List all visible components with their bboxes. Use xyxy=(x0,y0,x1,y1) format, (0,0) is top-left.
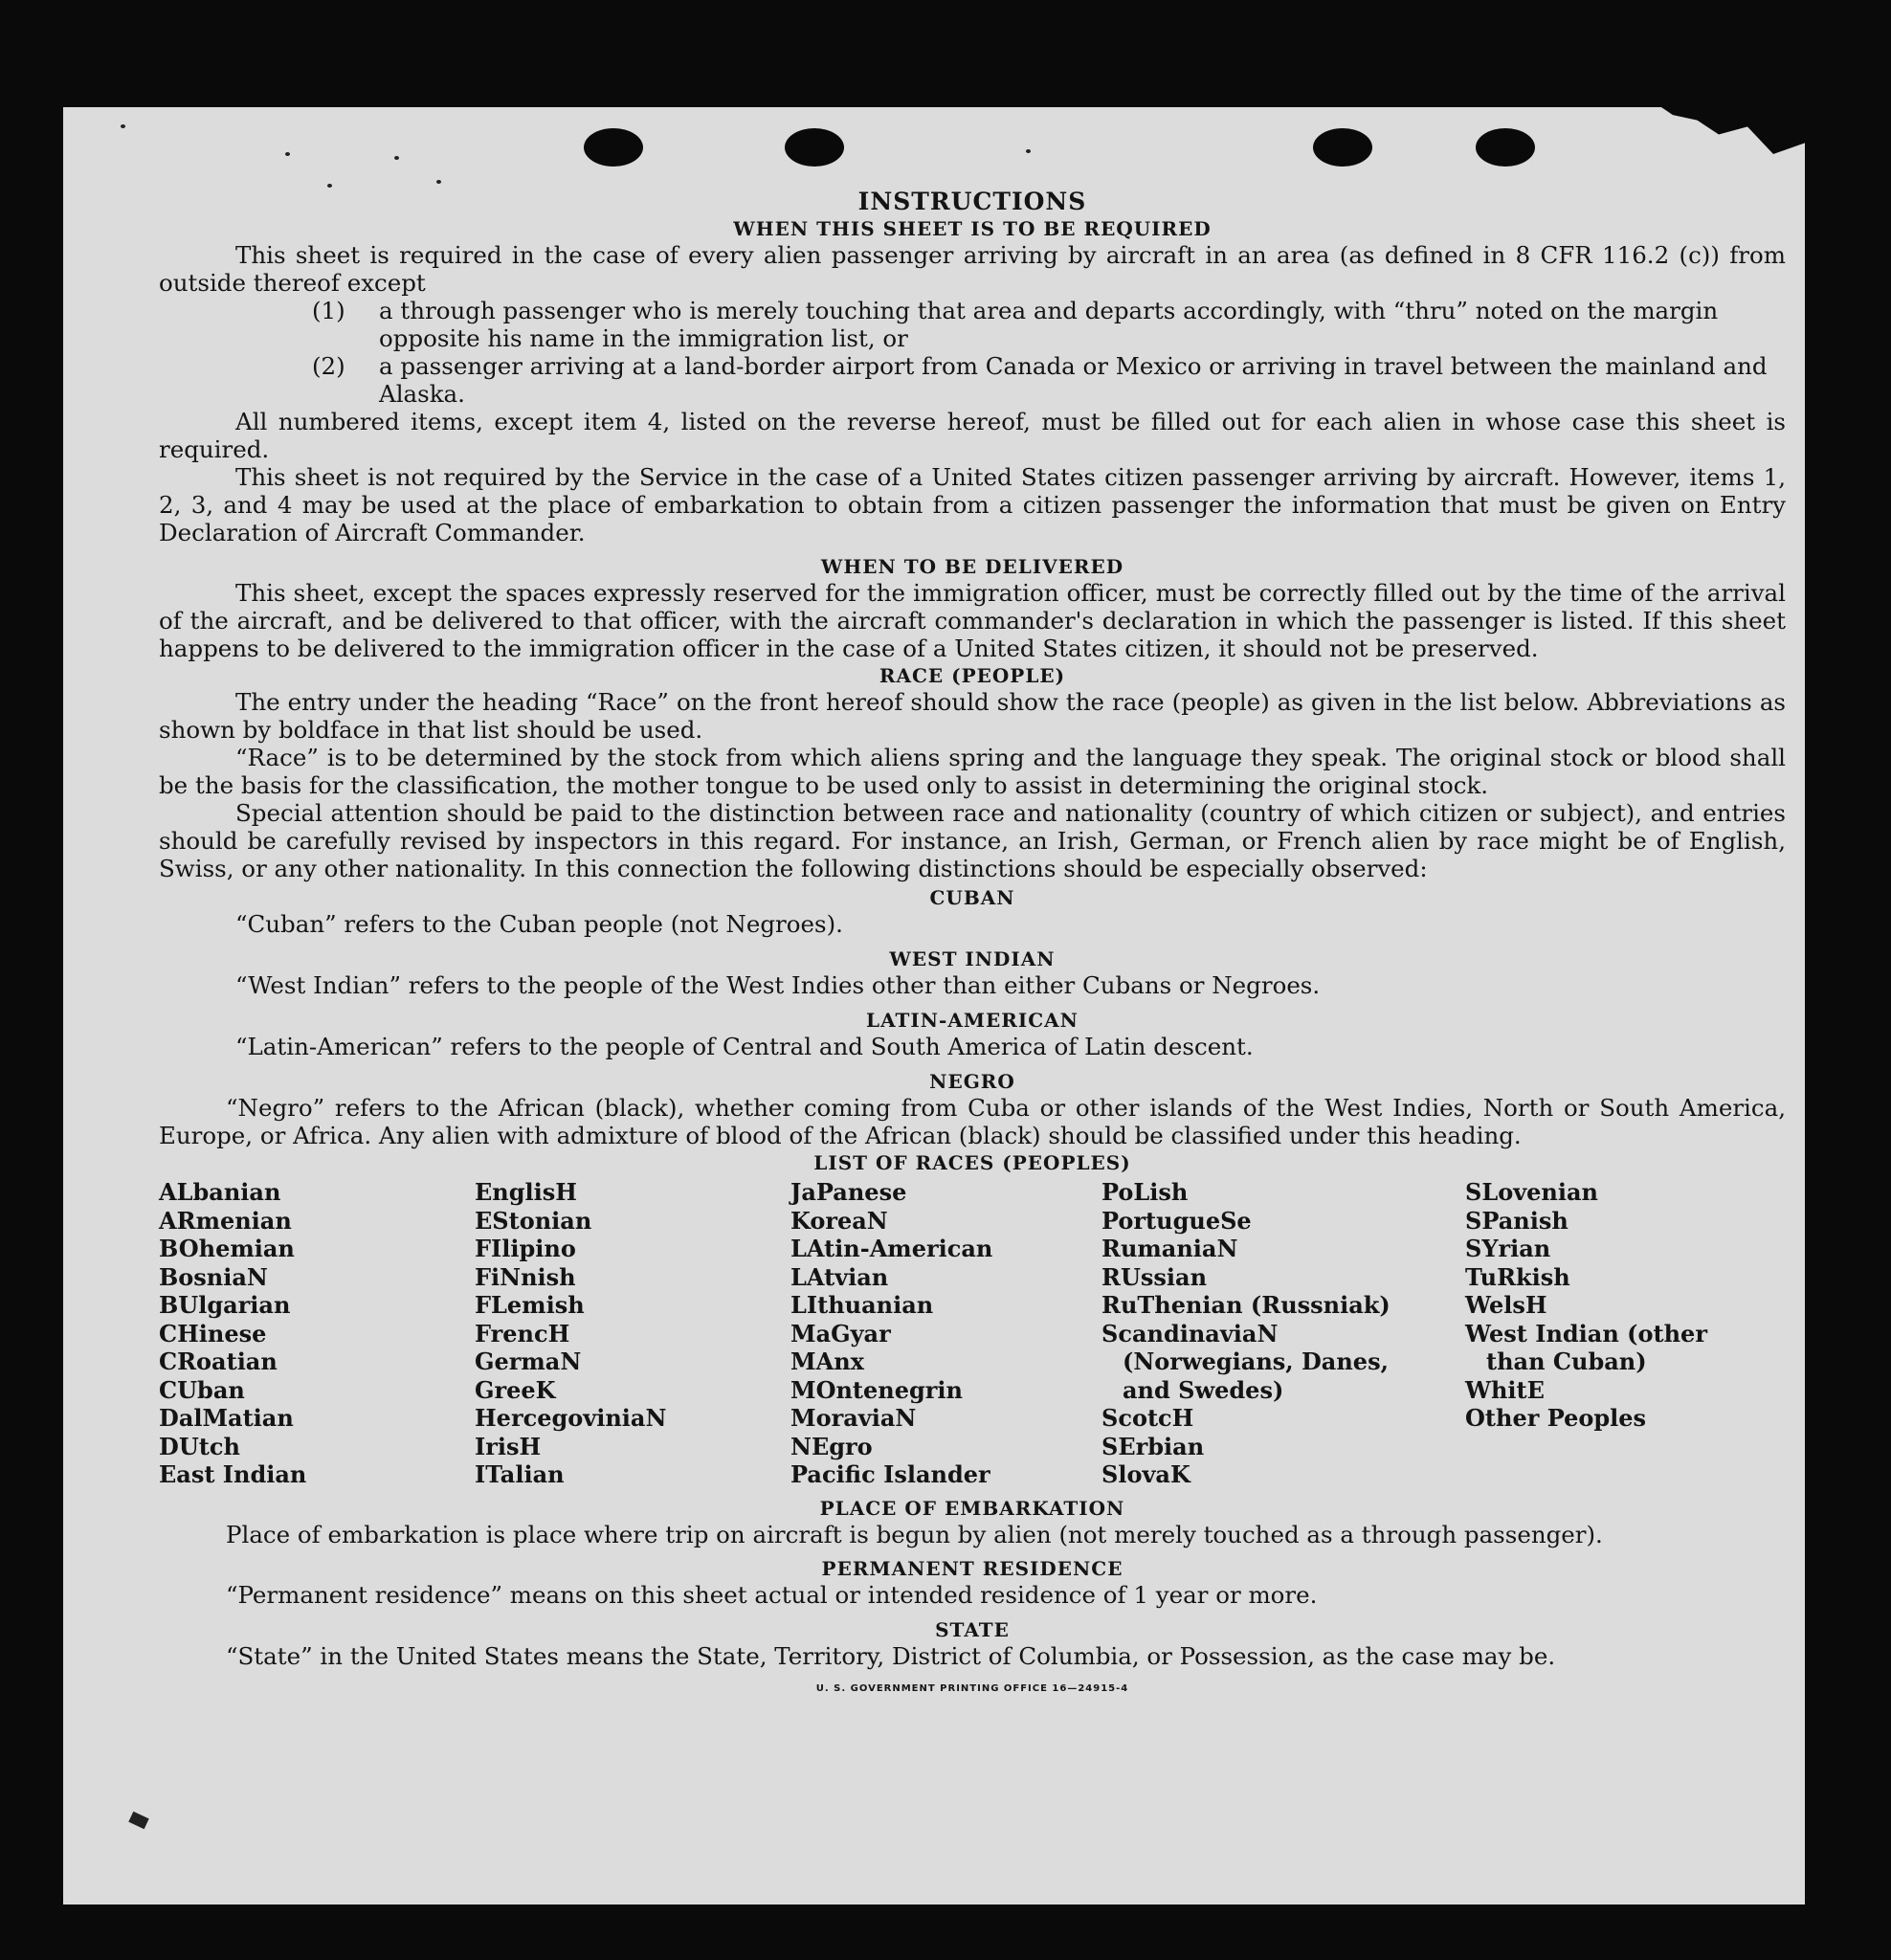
section-heading-when-required: WHEN THIS SHEET IS TO BE REQUIRED xyxy=(733,217,1212,240)
race-entry: SLovenian xyxy=(1465,1178,1598,1206)
race-entry: FLemish xyxy=(475,1291,585,1319)
race-entry: DUtch xyxy=(159,1432,240,1460)
printer-imprint: U. S. GOVERNMENT PRINTING OFFICE 16—24915-4 xyxy=(815,1682,1129,1694)
race-entry: RuThenian (Russniak) xyxy=(1101,1291,1390,1319)
section-heading-latin-american: LATIN-AMERICAN xyxy=(866,1009,1079,1032)
race-entry: JaPanese xyxy=(790,1178,907,1206)
instructions-body xyxy=(159,188,1786,1694)
race-column xyxy=(1101,1178,1465,1489)
race-entry: FiNnish xyxy=(475,1262,576,1291)
exception-item: (2) a passenger arriving at a land-border airport from Canada or Mexico or arriving in travel between the mainland and Alaska. xyxy=(312,352,1768,408)
section-heading-state: STATE xyxy=(935,1617,1010,1641)
race-entry: EStonian xyxy=(475,1206,592,1235)
race-column xyxy=(159,1178,475,1489)
definition-negro: “Negro” refers to the African (black), whether coming from Cuba or other islands of the West Indies, North or South America, Europe, or Africa. Any alien with admixture of blood of the African (black) should be classified under this heading. xyxy=(159,1094,1786,1149)
exception-item: (1) a through passenger who is merely touching that area and departs accordingly, with “thru” noted on the margin opposite his name in the immigration list, or xyxy=(312,297,1719,352)
race-entry: SPanish xyxy=(1465,1206,1568,1235)
paragraph-delivery: This sheet, except the spaces expressly reserved for the immigration officer, must be correctly filled out by the time of the arrival of the aircraft, and be delivered to that officer, with the aircraft commander's declaration in which the passenger is listed. If this sheet happens to be delivered to the immigration officer in the case of a United States citizen, it should not be preserved. xyxy=(159,579,1786,662)
race-entry: SlovaK xyxy=(1101,1460,1190,1488)
race-entry: CHinese xyxy=(159,1319,267,1348)
ink-smudge xyxy=(128,1812,148,1829)
race-entry: ALbanian xyxy=(159,1178,281,1206)
paragraph-race-nationality: Special attention should be paid to the distinction between race and nationality (country of which citizen or subject), and entries should be carefully revised by inspectors in this regard. For instance, an Irish, German, or French alien by race might be of English, Swiss, or any other nationality. In this connection the following distinctions should be especially observed: xyxy=(159,799,1786,882)
race-entry: CRoatian xyxy=(159,1348,278,1375)
speck xyxy=(285,152,290,156)
race-entry: MAnx xyxy=(790,1348,864,1375)
race-entry: WhitE xyxy=(1465,1375,1545,1404)
race-entry: RUssian xyxy=(1101,1262,1208,1291)
page-title: INSTRUCTIONS xyxy=(857,188,1087,215)
punch-hole xyxy=(1476,128,1535,167)
race-entry: MOntenegrin xyxy=(790,1375,963,1404)
race-entry: IrisH xyxy=(475,1432,542,1460)
race-entry: WelsH xyxy=(1465,1291,1547,1319)
section-heading-race: RACE (PEOPLE) xyxy=(879,664,1066,687)
race-entry: East Indian xyxy=(159,1460,307,1488)
definition-embarkation: Place of embarkation is place where trip on aircraft is begun by alien (not merely touched as a through passenger). xyxy=(226,1520,1603,1548)
race-entry: GreeK xyxy=(475,1375,556,1404)
speck xyxy=(436,180,441,184)
definition-latin-american: “Latin-American” refers to the people of Central and South America of Latin descent. xyxy=(235,1033,1254,1060)
torn-corner xyxy=(1661,107,1805,172)
definition-west-indian: “West Indian” refers to the people of the West Indies other than either Cubans or Negroes. xyxy=(235,971,1321,999)
race-entry: SYrian xyxy=(1465,1235,1551,1262)
race-entry: PortugueSe xyxy=(1101,1206,1252,1235)
paragraph-race-determination: “Race” is to be determined by the stock from which aliens spring and the language they speak. The original stock or blood shall be the basis for the classification, the mother tongue to be used only to assist in determining the original stock. xyxy=(159,744,1786,799)
punch-hole xyxy=(785,128,844,167)
race-column xyxy=(790,1178,1101,1489)
race-entry: HercegoviniaN xyxy=(475,1404,667,1432)
race-column xyxy=(1465,1178,1733,1489)
race-entry: SErbian xyxy=(1101,1432,1205,1460)
speck xyxy=(394,156,399,160)
race-entry: ITalian xyxy=(475,1460,565,1488)
punch-hole xyxy=(1313,128,1372,167)
race-entry: LIthuanian xyxy=(790,1291,934,1319)
race-entry: RumaniaN xyxy=(1101,1235,1238,1262)
race-entry: NEgro xyxy=(790,1432,873,1460)
race-list xyxy=(159,1178,1786,1489)
race-entry: BosniaN xyxy=(159,1262,268,1291)
race-entry: DalMatian xyxy=(159,1404,294,1432)
race-entry: EnglisH xyxy=(475,1178,577,1206)
race-entry: MoraviaN xyxy=(790,1404,917,1432)
race-entry: GermaN xyxy=(475,1348,582,1375)
race-entry: ARmenian xyxy=(159,1206,292,1235)
paragraph-citizen-passenger: This sheet is not required by the Service in the case of a United States citizen passenger arriving by aircraft. However, items 1, 2, 3, and 4 may be used at the place of embarkation to obtain from a citizen passenger the information that must be given on Entry Declaration of Aircraft Commander. xyxy=(159,463,1786,546)
race-entry: BOhemian xyxy=(159,1235,295,1262)
punch-hole xyxy=(584,128,643,167)
definition-cuban: “Cuban” refers to the Cuban people (not Negroes). xyxy=(235,910,843,938)
definition-state: “State” in the United States means the State, Territory, District of Columbia, or Possession, as the case may be. xyxy=(226,1641,1556,1670)
race-entry: FrencH xyxy=(475,1319,570,1348)
race-entry: Pacific Islander xyxy=(790,1460,990,1488)
paragraph-numbered-items: All numbered items, except item 4, listed on the reverse hereof, must be filled out for each alien in whose case this sheet is required. xyxy=(159,408,1786,463)
section-heading-list-of-races: LIST OF RACES (PEOPLES) xyxy=(813,1151,1131,1174)
race-entry: West Indian (other than Cuban) xyxy=(1465,1319,1707,1375)
race-entry: PoLish xyxy=(1101,1178,1189,1206)
definition-residence: “Permanent residence” means on this sheet actual or intended residence of 1 year or more. xyxy=(226,1580,1318,1609)
race-column xyxy=(475,1178,790,1489)
section-heading-residence: PERMANENT RESIDENCE xyxy=(821,1556,1123,1580)
paragraph-race-entry: The entry under the heading “Race” on the front hereof should show the race (people) as given in the list below. Abbreviations as shown by boldface in that list should be used. xyxy=(159,688,1786,744)
race-entry: BUlgarian xyxy=(159,1291,291,1319)
race-entry: CUban xyxy=(159,1375,245,1404)
race-entry: TuRkish xyxy=(1465,1262,1570,1291)
speck xyxy=(121,124,125,128)
race-entry: LAtin-American xyxy=(790,1235,993,1262)
section-heading-west-indian: WEST INDIAN xyxy=(889,947,1056,970)
section-heading-embarkation: PLACE OF EMBARKATION xyxy=(819,1496,1125,1520)
document-sheet xyxy=(63,107,1805,1904)
section-heading-cuban: CUBAN xyxy=(929,886,1015,909)
race-entry: FIlipino xyxy=(475,1235,576,1262)
race-entry: KoreaN xyxy=(790,1206,888,1235)
paragraph-required-intro: This sheet is required in the case of every alien passenger arriving by aircraft in an area (as defined in 8 CFR 116.2 (c)) from outside thereof except xyxy=(159,241,1786,297)
section-heading-negro: NEGRO xyxy=(929,1070,1015,1093)
race-entry: ScotcH xyxy=(1101,1404,1194,1432)
race-entry: ScandinaviaN (Norwegians, Danes, and Swedes) xyxy=(1101,1319,1389,1404)
section-heading-when-delivered: WHEN TO BE DELIVERED xyxy=(820,555,1124,578)
race-entry: MaGyar xyxy=(790,1319,891,1348)
speck xyxy=(1026,149,1031,153)
race-entry: Other Peoples xyxy=(1465,1404,1647,1432)
race-entry: LAtvian xyxy=(790,1262,889,1291)
